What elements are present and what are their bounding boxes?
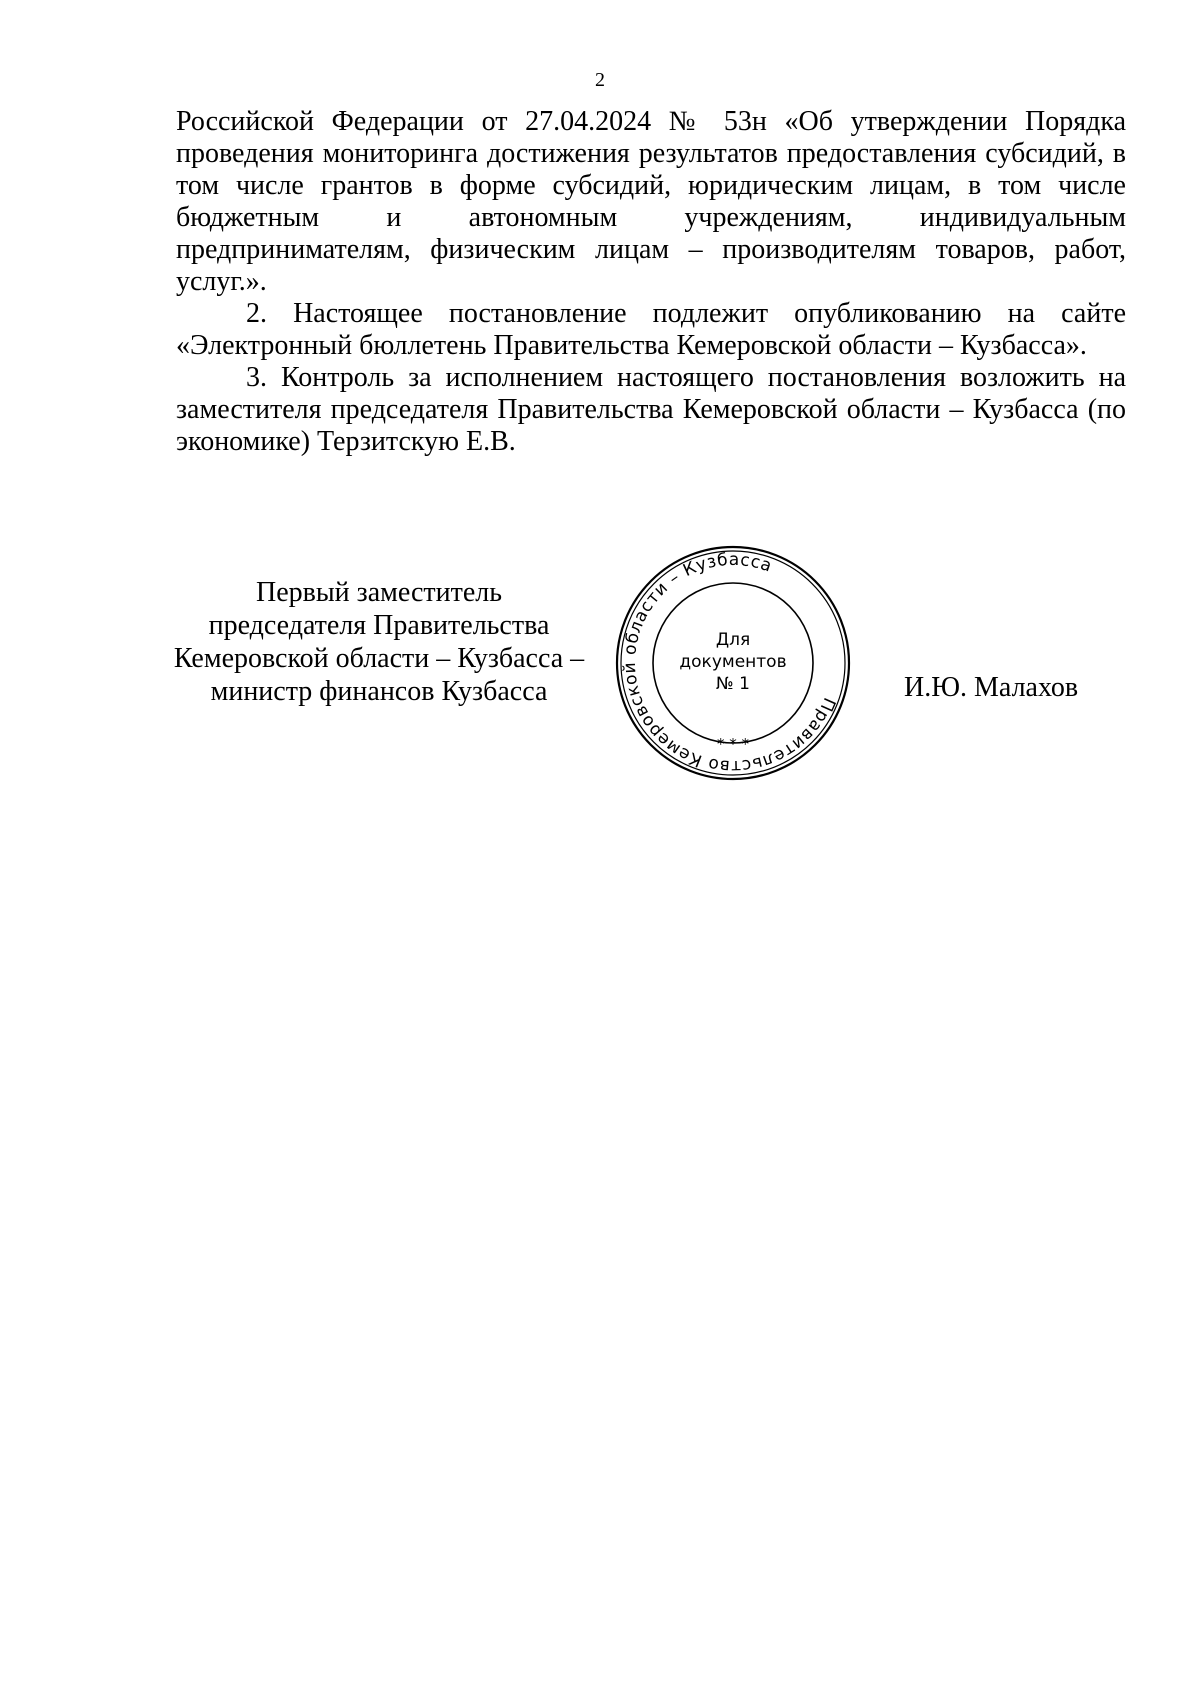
- seal-center-line: документов: [679, 652, 787, 672]
- signatory-position-line: председателя Правительства: [208, 610, 550, 641]
- signatory-position-line: Первый заместитель: [255, 577, 503, 608]
- seal-center-line: № 1: [716, 674, 750, 694]
- seal-center-line: Для: [715, 630, 751, 650]
- paragraph-continuation: Российской Федерации от 27.04.2024 № 53н «Об утверждении Порядка проведения мониторинга достижения результатов предоставления субсидий, в том числе грантов в форме субсидий, юридическим лицам, в том числе бюджетным и автономным учреждениям, индивидуальным предпринимателям, физическим лицам – производителям товаров, работ, услуг.».: [176, 106, 1126, 297]
- paragraph-publication: 2. Настоящее постановление подлежит опубликованию на сайте «Электронный бюллетень Правительства Кемеровской области – Кузбасса».: [176, 298, 1126, 361]
- page-number: 2: [595, 69, 605, 91]
- signatory-position: [166, 576, 592, 708]
- document-body: [176, 106, 1126, 458]
- signatory-position-line: Кемеровской области – Кузбасса –: [173, 643, 585, 674]
- paragraph-control: 3. Контроль за исполнением настоящего постановления возложить на заместителя председателя Правительства Кемеровской области – Кузбасса (по экономике) Терзитскую Е.В.: [176, 362, 1126, 457]
- official-seal: [615, 545, 851, 781]
- signatory-name: И.Ю. Малахов: [904, 672, 1079, 703]
- signatory-position-line: министр финансов Кузбасса: [210, 676, 548, 707]
- seal-stars: * * *: [716, 735, 750, 753]
- seal-ring-text: Правительство Кемеровской области – Кузбасса: [619, 549, 840, 777]
- seal-graphic: [615, 545, 851, 781]
